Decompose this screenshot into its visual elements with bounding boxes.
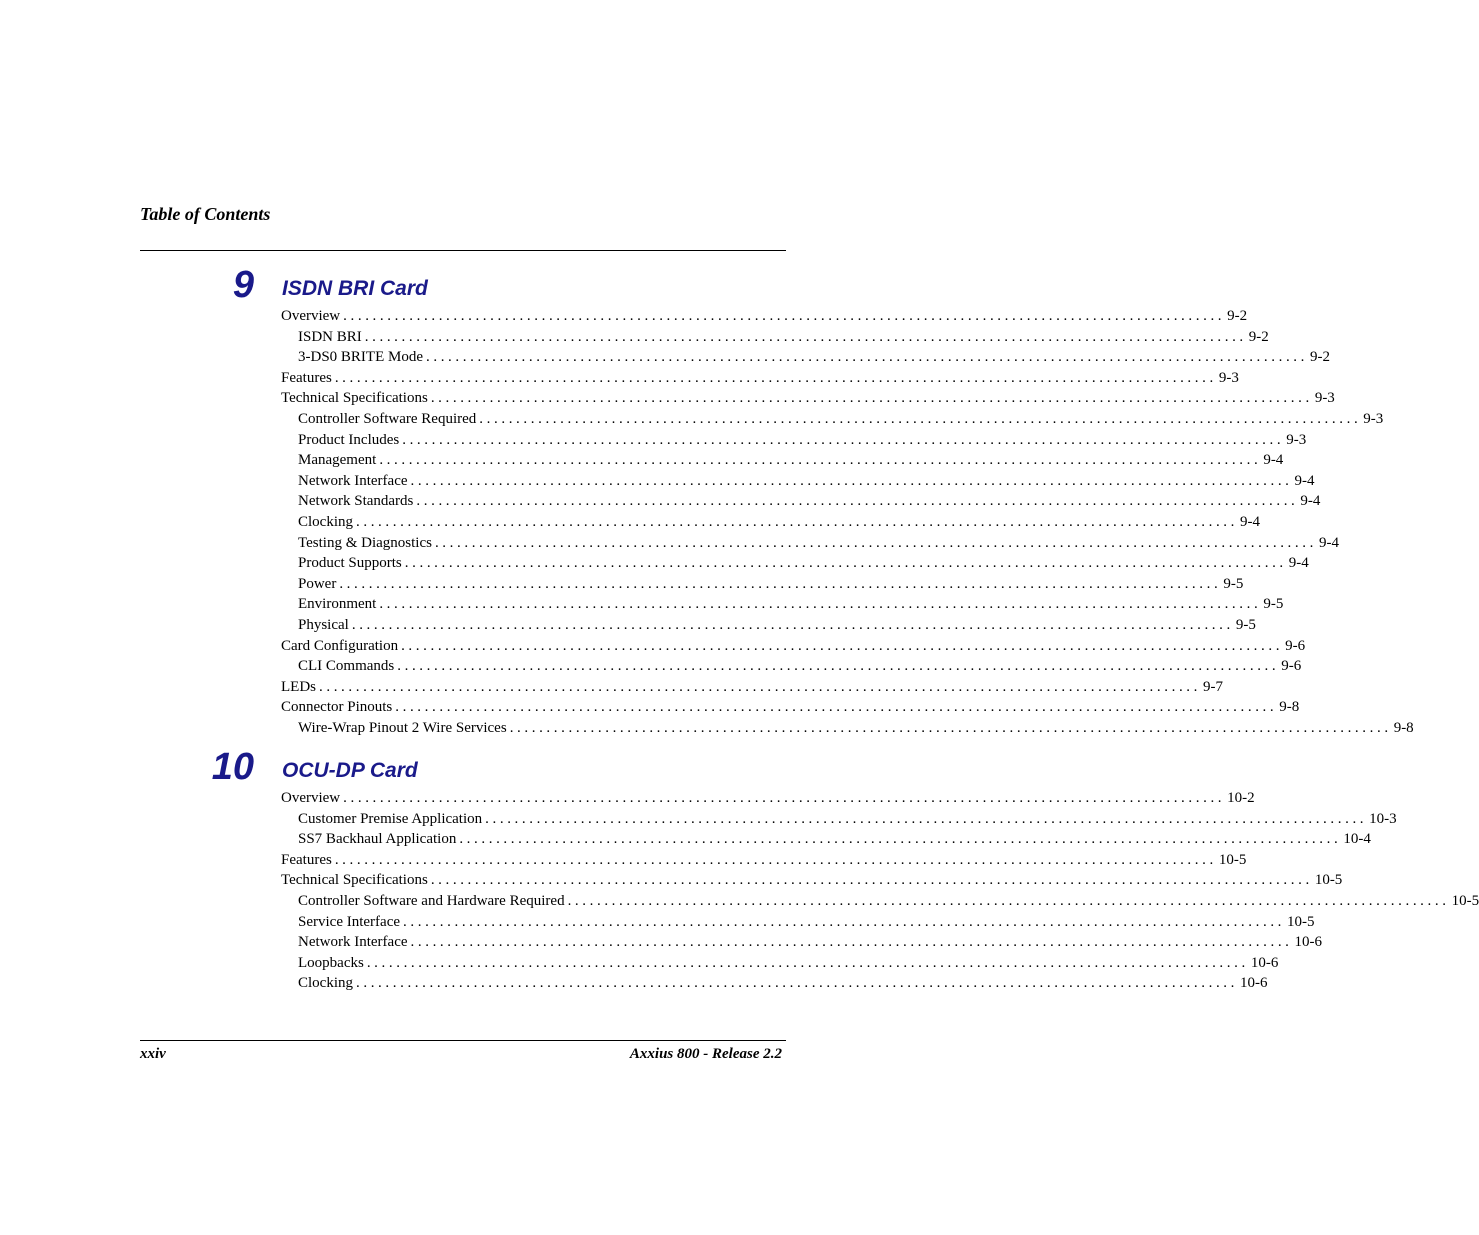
toc-entry-page: 10-6 bbox=[1240, 975, 1268, 992]
toc-entry[interactable] bbox=[281, 574, 1244, 595]
toc-entry-page: 9-3 bbox=[1363, 410, 1384, 427]
toc-entry-label: Clocking bbox=[298, 975, 353, 992]
toc-entry-page: 9-4 bbox=[1263, 452, 1284, 469]
dot-leader: ........................................................................................................................ bbox=[430, 390, 1313, 407]
chapter-number: 10 bbox=[211, 746, 254, 788]
toc-entry-page: 10-4 bbox=[1343, 831, 1371, 848]
toc-entry[interactable] bbox=[281, 450, 1284, 471]
page-header-title: Table of Contents bbox=[140, 204, 271, 224]
dot-leader: ........................................................................................................................ bbox=[339, 575, 1222, 592]
toc-entry-page: 9-4 bbox=[1288, 555, 1309, 572]
toc-entry-label: SS7 Backhaul Application bbox=[298, 831, 457, 848]
dot-leader: ........................................................................................................................ bbox=[366, 954, 1249, 971]
dot-leader: ........................................................................................................................ bbox=[404, 555, 1287, 572]
toc-entry-label: Technical Specifications bbox=[281, 872, 428, 889]
toc-entry-label: Product Includes bbox=[298, 431, 400, 448]
toc-entry[interactable] bbox=[281, 656, 1302, 677]
toc-entry[interactable] bbox=[281, 327, 1269, 348]
toc-entry[interactable] bbox=[281, 788, 1255, 809]
toc-entry-page: 10-6 bbox=[1250, 954, 1279, 971]
dot-leader: ........................................................................................................................ bbox=[410, 472, 1293, 489]
dot-leader: ........................................................................................................................ bbox=[334, 369, 1217, 386]
toc-entry-label: Management bbox=[298, 452, 377, 469]
toc-entry[interactable] bbox=[281, 471, 1315, 492]
chapter-number: 9 bbox=[232, 264, 254, 306]
dot-leader: ........................................................................................................................ bbox=[395, 699, 1278, 716]
toc-entry-label: Features bbox=[281, 369, 332, 386]
toc-entry-page: 9-2 bbox=[1248, 328, 1269, 345]
dot-leader: ........................................................................................................................ bbox=[403, 913, 1286, 930]
toc-entry-page: 9-5 bbox=[1223, 575, 1244, 592]
footer-page-number: xxiv bbox=[140, 1046, 166, 1062]
toc-entry[interactable] bbox=[281, 491, 1321, 512]
footer-rule bbox=[140, 1040, 786, 1041]
toc-entry-label: Wire-Wrap Pinout 2 Wire Services bbox=[298, 719, 507, 736]
toc-entry[interactable] bbox=[281, 973, 1268, 994]
dot-leader: ........................................................................................................................ bbox=[430, 872, 1313, 889]
toc-entry-page: 9-5 bbox=[1263, 596, 1284, 613]
toc-entry[interactable] bbox=[281, 388, 1335, 409]
toc-entry-page: 9-2 bbox=[1227, 308, 1248, 324]
dot-leader: ........................................................................................................................ bbox=[334, 851, 1217, 868]
dot-leader: ........................................................................................................................ bbox=[479, 410, 1362, 427]
dot-leader: ........................................................................................................................ bbox=[379, 452, 1262, 469]
toc-entry[interactable] bbox=[281, 553, 1309, 574]
toc-entry-label: Product Supports bbox=[298, 555, 402, 572]
toc-entry-label: Overview bbox=[281, 308, 341, 324]
toc-entry-page: 9-3 bbox=[1218, 369, 1239, 386]
toc-entries bbox=[281, 306, 1414, 738]
toc-entry[interactable] bbox=[281, 368, 1239, 389]
toc-entry-label: 3-DS0 BRITE Mode bbox=[298, 349, 423, 366]
chapter-title[interactable]: ISDN BRI Card bbox=[282, 277, 428, 300]
toc-entry-page: 9-3 bbox=[1314, 390, 1335, 407]
toc-entry-page: 9-3 bbox=[1286, 431, 1307, 448]
toc-entry-label: Connector Pinouts bbox=[281, 699, 393, 716]
toc-entry[interactable] bbox=[281, 912, 1315, 933]
dot-leader: ........................................................................................................................ bbox=[509, 719, 1392, 736]
toc-entry-label: Network Standards bbox=[298, 493, 414, 510]
toc-entry-label: Card Configuration bbox=[281, 637, 399, 654]
toc-entries bbox=[281, 788, 1479, 994]
toc-entry-label: Controller Software and Hardware Required bbox=[298, 892, 565, 909]
toc-entry-page: 9-8 bbox=[1393, 719, 1414, 736]
dot-leader: ........................................................................................................................ bbox=[402, 431, 1285, 448]
dot-leader: ........................................................................................................................ bbox=[485, 810, 1368, 827]
dot-leader: ........................................................................................................................ bbox=[410, 934, 1293, 951]
toc-entry[interactable] bbox=[281, 306, 1248, 327]
toc-entry-label: Controller Software Required bbox=[298, 410, 477, 427]
toc-entry[interactable] bbox=[281, 594, 1284, 615]
toc-entry[interactable] bbox=[281, 347, 1330, 368]
toc-entry-page: 9-4 bbox=[1300, 493, 1321, 510]
toc-entry-label: LEDs bbox=[281, 678, 316, 695]
toc-entry-label: Overview bbox=[281, 790, 341, 806]
toc-entry[interactable] bbox=[281, 809, 1397, 830]
chapter-title[interactable]: OCU-DP Card bbox=[282, 759, 418, 782]
toc-entry-label: Customer Premise Application bbox=[298, 810, 483, 827]
toc-entry-label: Technical Specifications bbox=[281, 390, 428, 407]
toc-entry-page: 9-4 bbox=[1294, 472, 1315, 489]
toc-entry-page: 10-6 bbox=[1294, 934, 1323, 951]
dot-leader: ........................................................................................................................ bbox=[434, 534, 1317, 551]
toc-entry[interactable] bbox=[281, 697, 1300, 718]
toc-entry-label: Physical bbox=[298, 616, 349, 633]
dot-leader: ........................................................................................................................ bbox=[343, 790, 1226, 806]
toc-entry-label: Testing & Diagnostics bbox=[298, 534, 432, 551]
toc-entry-label: Environment bbox=[298, 596, 377, 613]
toc-entry-page: 9-6 bbox=[1285, 637, 1306, 654]
dot-leader: ........................................................................................................................ bbox=[567, 892, 1450, 909]
dot-leader: ........................................................................................................................ bbox=[351, 616, 1234, 633]
dot-leader: ........................................................................................................................ bbox=[343, 308, 1226, 324]
dot-leader: ........................................................................................................................ bbox=[356, 513, 1238, 530]
toc-entry-page: 10-2 bbox=[1227, 790, 1255, 806]
toc-entry-page: 10-3 bbox=[1369, 810, 1397, 827]
toc-entry-page: 9-8 bbox=[1279, 699, 1300, 716]
toc-entry-label: Loopbacks bbox=[298, 954, 364, 971]
toc-entry[interactable] bbox=[281, 615, 1256, 636]
toc-entry[interactable] bbox=[281, 636, 1306, 657]
dot-leader: ........................................................................................................................ bbox=[426, 349, 1308, 366]
toc-entry-label: Power bbox=[298, 575, 337, 592]
toc-entry[interactable] bbox=[281, 533, 1339, 554]
dot-leader: ........................................................................................................................ bbox=[356, 975, 1238, 992]
header-rule bbox=[140, 250, 786, 251]
toc-entry[interactable] bbox=[281, 512, 1260, 533]
toc-entry-page: 10-5 bbox=[1451, 892, 1479, 909]
toc-entry-label: Network Interface bbox=[298, 472, 408, 489]
toc-entry[interactable] bbox=[281, 718, 1414, 739]
toc-entry-page: 9-7 bbox=[1203, 678, 1223, 695]
toc-entry-page: 9-6 bbox=[1281, 658, 1302, 675]
toc-entry-label: ISDN BRI bbox=[298, 328, 362, 345]
toc-entry[interactable] bbox=[281, 430, 1307, 451]
dot-leader: ........................................................................................................................ bbox=[319, 678, 1201, 695]
dot-leader: ........................................................................................................................ bbox=[401, 637, 1284, 654]
dot-leader: ........................................................................................................................ bbox=[459, 831, 1342, 848]
toc-entry[interactable] bbox=[281, 932, 1323, 953]
dot-leader: ........................................................................................................................ bbox=[397, 658, 1280, 675]
toc-entry[interactable] bbox=[281, 953, 1279, 974]
toc-entry-label: Clocking bbox=[298, 513, 353, 530]
toc-entry-page: 10-5 bbox=[1218, 851, 1247, 868]
toc-entry-page: 9-4 bbox=[1240, 513, 1260, 530]
toc-entry[interactable] bbox=[281, 677, 1223, 698]
toc-entry-label: CLI Commands bbox=[298, 658, 395, 675]
dot-leader: ........................................................................................................................ bbox=[364, 328, 1247, 345]
toc-entry[interactable] bbox=[281, 891, 1479, 912]
toc-entry[interactable] bbox=[281, 870, 1343, 891]
toc-entry[interactable] bbox=[281, 409, 1384, 430]
toc-entry-label: Network Interface bbox=[298, 934, 408, 951]
toc-entry-label: Service Interface bbox=[298, 913, 401, 930]
dot-leader: ........................................................................................................................ bbox=[379, 596, 1262, 613]
toc-entry-page: 10-5 bbox=[1287, 913, 1315, 930]
toc-entry[interactable] bbox=[281, 829, 1371, 850]
toc-entry-page: 9-4 bbox=[1318, 534, 1339, 551]
toc-entry-page: 10-5 bbox=[1314, 872, 1343, 889]
dot-leader: ........................................................................................................................ bbox=[416, 493, 1299, 510]
toc-entry-page: 9-2 bbox=[1310, 349, 1330, 366]
toc-entry-label: Features bbox=[281, 851, 332, 868]
toc-entry[interactable] bbox=[281, 850, 1247, 871]
footer-document-title: Axxius 800 - Release 2.2 bbox=[629, 1046, 782, 1062]
toc-entry-page: 9-5 bbox=[1235, 616, 1256, 633]
